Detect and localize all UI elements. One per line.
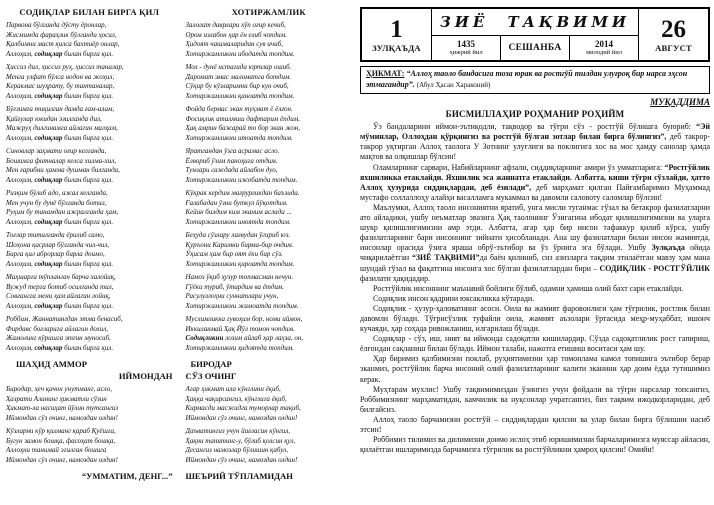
poem-line: Ҳидоят чашмаларидан сув ичиб, <box>185 40 283 48</box>
poem-line: Яратгандан ўзга асрамас асло. <box>185 147 280 155</box>
poem-line: Ҳақ амрин бажарай то бор экан жон, <box>185 124 301 132</box>
hijri-month-name: ЗУЛҚАЪДА <box>372 42 421 53</box>
poem-line: Аллоҳим, содиқлар билан бирга қил. <box>6 175 114 184</box>
paragraph: Ўз бандаларини иймон-эътиқодли, тақводор ва тўғри сўз - ростгўй бўлишга буюриб: “Эй мўминлар, Оллоҳдан қўрқингиз ва ростгўй бўлган зотлар билан бирга бўлингиз”, деб такрор-такрор уқтирган Аллоҳ таолога У Зотнинг улуғлиги ва поклигига хос ва мос ҳамду санолар ҳамда мақтов ва олқишлар бўлсин! <box>360 122 710 162</box>
poem-stanza <box>186 63 353 101</box>
paragraph: Оламларнинг сарвари, Набийларнинг афзали, сиддиқларнинг амири ўз умматларига: “Ростгўйлик яхшиликка етаклайди. Яхшилик эса жаннатга етаклайди. Албатта, киши тўғри сўзлайди, ҳатто Аллоҳ ҳузурида сиддиқлардан, деб ёзилади”, деб марҳамат қилган Пайғамбаримиз Муҳаммад мустафо соллаллоҳу алайҳи васалламга мукаммал ва давомли саловоту саломлар бўлсин! <box>360 162 710 202</box>
calendar-center-cell <box>431 9 639 60</box>
poem-line: Вужуд терга ботиб осилганда тил, <box>6 282 114 291</box>
poem-line: Хотиржамликни ижобатда топдим. <box>185 175 298 184</box>
poem-line: Ғалабадан ўзни буткул йўқотдим. <box>185 198 288 207</box>
poem-line: Синовлар заҳмати оғир келганда, <box>6 147 107 155</box>
poem-title-part-2: СЎЗ ОЧИНГ <box>185 370 237 381</box>
poem-line: Аллоҳим, содиқлар билан бирга қил. <box>6 259 114 268</box>
poem-line: Аллоҳим, содиқлар билан бирга қил. <box>6 343 114 352</box>
poem-stanza <box>186 315 353 353</box>
poem-line: Шоҳона қасрлар бўлганда чил-чил, <box>6 240 110 249</box>
poem-line: Мол - дунё истагида юртлар ошиб. <box>185 63 292 71</box>
poem-line: Хотиржамликни қаноатда топдим. <box>185 91 295 100</box>
paragraph: Содиқлик - ҳузур-ҳаловатнинг асоси. Оила ва жамият фаровонлиги ҳам тўғрилик, ростлик билан давомли бўлади. Тўғрисўзлик туфайли оила, жамият аъзолари ўртасида меҳр-муҳаббат, ишонч кучаяди, ҳар соҳада ривожланиш, илгарилаш бўлади. <box>360 303 710 334</box>
poem-xotirjamlik-body <box>186 21 353 353</box>
poem-stanza <box>6 189 173 227</box>
poem-stanza <box>6 231 173 269</box>
poem-line: Бўғзимга тиқилган дамда ғам-алам, <box>6 105 115 113</box>
paragraph: Содиқлар - сўз, иш, ният ва иймонда садоқатли кишилардир. Сўзда садоқатлилик рост гапириш, ёлғондан сақланиш билан бўлади. Иймон талаби, нажотга етишиш воситаси ҳам шу. <box>360 334 710 354</box>
poem-stanza <box>186 105 353 143</box>
poem-stanza <box>186 189 353 227</box>
poem-line: Кўкрак кердим мағрурликдан баъзида. <box>185 189 300 197</box>
poem-line: Ҳаққа чақирсангиз, кўнглига ёқиб, <box>185 394 287 403</box>
poem-line: Ҳиссиз дил, ҳиссиз руҳ, ҳиссиз таналар, <box>6 63 124 71</box>
hikmat-attribution: (Абул Ҳасан Хараконий) <box>416 80 491 89</box>
paragraph: Ростгўйлик инсоннинг маънавий бойлиги бўлиб, одамни ҳамиша олий бахт сари етаклайди. <box>373 283 684 293</box>
poem-title-part-1: ИЙМОНДАН <box>118 370 173 381</box>
poem-line: Фосиқлик аталмиш дафтарим ёпдим. <box>185 114 300 123</box>
poem-line: Мен учун бу дунё бўлганда ботил, <box>6 198 107 207</box>
poem-line: Беҳуда сўзлару лағвудан ўгириб юз. <box>185 231 291 239</box>
poem-line: Тоғлар титилганда ёрилиб само, <box>6 231 105 239</box>
hijri-year: 1435 <box>457 38 475 49</box>
poem-title-sodiqlar: СОДИҚЛАР БИЛАН БИРГА ҚИЛ <box>19 7 160 17</box>
poem-line: Аллоҳим, содиқлар билан бирга қил. <box>6 301 114 310</box>
paragraph: Муҳтарам мухлис! Ушбу тақвимимиздан ўзингиз учун фойдали ва тўғри нарсалар топсангиз, Роббимизнинг марҳаматидан, камчилик ва нуқсонлар учратсангиз, биз тақвим ижодкорларидан, деб билгайсиз. <box>360 384 710 414</box>
poem-line: Бирга қил аброрлар бирла доимо, <box>6 250 105 258</box>
poem-line: Фойда бермас экан туҳмат ё ёлғон. <box>185 105 293 113</box>
poem-line: Қалбимни маст қилса бахтиёр онлар, <box>6 40 120 48</box>
poem-line: Иймондан сўз очинг, намоздан олдин! <box>185 413 298 422</box>
poem-line: Ҳазрати Алининг ҳикматли сўзин <box>6 394 107 403</box>
poem-line: Аллоҳим, содиқлар билан бирга қил. <box>6 133 114 142</box>
poem-stanza <box>6 427 173 465</box>
poem-line: Иймондан сўз очинг, намоздан олдин! <box>6 413 118 422</box>
hijri-year-label: ҳижрий йил <box>449 49 483 56</box>
poem-line: Содиқликни лозим айлаб ҳар лаҳза, он, <box>185 334 304 342</box>
gregorian-month-name: АВГУСТ <box>655 42 692 53</box>
paragraph: Роббимиз тилимиз ва дилимизни доимо ислоҳ этиб юришимизни барчаларимизга муяссар айласин, қилаётган ишларимизда барчамизга тўғрилик ва ростгўйликни ҳамроҳ қилсин! Омийн! <box>360 435 710 455</box>
poem-line: Ором излабон ҳар ён елиб чопдим. <box>185 30 287 39</box>
poem-line: Даромат эмас маломатга ботдим. <box>185 72 292 81</box>
poem-collection-part-1: “УММАТИМ, ДЕНГ...” <box>81 471 173 481</box>
poem-line: Расулуллоҳни суннатлари учун, <box>185 292 279 300</box>
poem-title-xotirjamlik: ХОТИРЖАМЛИК <box>231 7 306 17</box>
poem-title-line <box>6 371 352 383</box>
poem-line: Руҳим бу танамдан ажралганда ҳам, <box>6 208 119 216</box>
poem-line: Десангиз намозлар бўлишин қабул, <box>185 446 288 454</box>
poem-stanza <box>186 273 353 311</box>
calendar-main <box>360 7 710 505</box>
poem-stanza <box>186 427 353 465</box>
poem-line: Намоз ўқиб ҳузур топмасман нечун. <box>185 273 294 281</box>
poem-line: Қайғулар юкидан эзилганда дил, <box>6 114 102 123</box>
poem-stanza <box>6 385 173 423</box>
poems-row-bottom <box>6 385 352 469</box>
calendar-year-row <box>432 35 638 60</box>
poems-row-top <box>6 7 352 357</box>
poem-line: Совғангга мени ҳам айлагин лойиқ, <box>6 292 111 300</box>
mukaddima-heading: МУҚАДДИМА <box>650 97 710 108</box>
paragraph: Маълумки, Аллоҳ таоло инсониятни яратиб, унга мисли туганмас гўзал ва бетакрор фазилатларни ато айладики, ушбу неъматлар эвазига Ҳақ таолонинг Ўзигагина ибодат қилишлигимизни ва уларга шукр қилишлигимизни амр этди. Албатта, агар ҳар бир инсон тафаккур қилиб кўрса, ушбу фазилатларнинг бари инсоннинг зийнати ҳисобланади. Ана шу фазилатлари билан инсон жамиятда, инсонлар орасида ўзига яраша обрў-эътибор ва ўз ўрнига эга бўлади. Ушбу Зулқаъда ойида чиқарилаётган “ЗИЁ ТАҚВИМИ”да баён қилиниб, сиз азизларга тақдим этилаётган мавзу ҳам мана шундай гўзал ва фақатгина инсонга хос бўлган фазилатлардан бири – СОДИҚЛИК - РОСТГЎЙЛИК фазилати ҳақидадир. <box>360 202 710 283</box>
poem-line: Иймондан сўз очинг, намоздан олдин! <box>185 455 298 464</box>
poem-line: Хотиржамликни ибодатда топдим. <box>185 49 295 58</box>
hijri-day-cell <box>362 9 431 60</box>
weekday-cell <box>500 36 569 60</box>
poem-line: Агар ҳикмат ила кўнглини ёқиб, <box>185 385 281 393</box>
poem-line: Бугун замон бошқа, фасоҳат бошқа, <box>6 436 116 445</box>
gregorian-year-cell <box>569 36 638 60</box>
poem-stanza <box>6 315 173 353</box>
poem-line: Гўёки туриб, ўтирдим ва ётдим. <box>185 282 285 291</box>
poem-line: Иймондан сўз очинг, намоздан олдин! <box>6 455 118 464</box>
poem-line: Мен ғарибни ҳамма душман билганда, <box>6 166 120 174</box>
poem-line: Ризқим бўлиб адо, ажал келганда, <box>6 189 108 197</box>
poem-line: Аллоҳим, содиқлар билан бирга қил. <box>6 91 114 100</box>
poem-line: Сўқир бу кўзларимни бир кун очиб, <box>185 82 289 90</box>
poem-stanza <box>6 63 173 101</box>
paragraph: Ҳар биримиз қалбимизни поклаб, руҳиятимизни ҳар томонлама камол топишига эътибор берар эканмиз, ростгўйлик барча инсоний олий фазилатларнинг калити эканини ҳар доим ёдда тутишимиз керак. <box>360 354 710 384</box>
poem-line: Жисмимда фараҳлик бўлганда ҳосил, <box>6 30 117 39</box>
gregorian-year-label: милодий йил <box>586 49 622 56</box>
poem-line: Ўқисам ҳам бир оят ёки бир сўз. <box>185 250 283 258</box>
poem-line: Маҳшарга тўплангач барча халойиқ, <box>6 273 116 281</box>
poem-stanza <box>6 105 173 143</box>
poem-line: Аллоҳни танимай эгилган бошига <box>6 446 107 454</box>
poem-stanza <box>186 385 353 423</box>
calendar-header-table <box>360 7 710 62</box>
poem-collection-line <box>6 471 352 483</box>
poem-line: Кейин билдим ким эканим аслида ... <box>185 208 292 216</box>
hikmat-label: ҲИКМАТ: <box>366 69 405 78</box>
poem-collection-part-2: ШЕЪРИЙ ТЎПЛАМИДАН <box>185 471 293 481</box>
poem-line: Роббим, Жаннатингдан этма бенасиб, <box>6 315 123 323</box>
poem-stanza <box>186 147 353 185</box>
poem-line: Хотиржамликни итоатда топдим. <box>185 133 293 142</box>
paragraph: Содиқлик инсон қадрини юксакликка кўтаради. <box>373 293 535 303</box>
poem-stanza <box>6 273 173 311</box>
poem-author-line <box>6 359 352 371</box>
poem-line: Мажруҳ дилгинамга айлагин малҳам, <box>6 124 118 132</box>
poem-line: Ёлвориб ўзим паноҳига отдим. <box>185 156 278 165</box>
poem-line: Ҳикмат-ла насиҳат йўлин тутсангиз <box>6 404 119 412</box>
poem-line: Фирдавс боғларига айлагин дохил, <box>6 324 109 333</box>
mukaddima-text <box>360 122 710 455</box>
gregorian-day-cell <box>639 9 708 60</box>
poem-line: Тунлари саждада айлабон дуо, <box>185 166 278 174</box>
poem-stanza <box>186 231 353 269</box>
poem-line: Кўзларни кўр қилманг қараб Қуёшга, <box>6 427 116 435</box>
poem-line: Ҳақни танитинг-у, бўлиб қолсин қул, <box>185 436 296 445</box>
poem-line: Муслимликка гувоҳим бор, номи иймон, <box>185 315 303 323</box>
poem-column-1 <box>6 7 173 357</box>
poem-line: Хотиржамликни жамоатда топдим. <box>185 301 299 310</box>
poem-line: Биродар, ҳеч қачон унутманг, асло, <box>6 385 112 393</box>
poem-stanza <box>186 21 353 59</box>
poem-line: Залолат даврлари хўп оғир кечиб, <box>185 21 286 29</box>
poem-line: Жамолинг кўришга этгин муносиб, <box>6 334 111 342</box>
poem-line: Иккиланмай Ҳақ Йўл томон чопдим. <box>185 324 295 333</box>
poem-line: Қуръони Каримни бирма-бир очдим. <box>185 240 294 249</box>
calendar-title: ЗИЁ ТАҚВИМИ <box>439 13 631 31</box>
poem-author-part-2: БИРОДАР <box>190 359 232 369</box>
poem-line: Хотиржамликни қироатда топдим. <box>185 259 295 268</box>
weekday-name: СЕШАНБА <box>508 43 562 53</box>
hijri-year-cell <box>432 36 500 60</box>
poem-line: Менга улфат бўлса нодон ва жоҳил, <box>6 72 115 81</box>
poem-line: Хотиржамликни ҳидоятда топдим. <box>185 343 294 352</box>
poem-line: Кирмасди масжидга туморлар тақиб, <box>185 404 301 412</box>
poem-line: Парвона бўлганда дўсту ёронлар, <box>6 21 107 29</box>
poem-stanza <box>6 21 173 59</box>
poem-line: Аллоҳим, содиқлар билан бирга қил. <box>6 217 114 226</box>
hijri-day-number: 1 <box>390 15 403 43</box>
poem-heading-iymondan <box>6 359 352 382</box>
poem-iymondan-right <box>186 385 353 469</box>
poem-author-part-1: ШАҲИД АММОР <box>16 359 87 369</box>
poem-sodiqlar-body <box>6 21 173 353</box>
paragraph: Аллоҳ таоло барчамизни ростгўй – сиддиқлардан қилсин ва улар билан бирга бўлишни насиб этсин! <box>360 414 710 434</box>
poems-section <box>6 7 352 505</box>
poem-line: Керакмас шуҳрату, бу тантаналар, <box>6 82 115 90</box>
poem-line: Бошимга фитналар келса хилма-хил, <box>6 156 116 165</box>
poem-line: Даъватингиз учун йиғласин кўнгил, <box>185 427 291 435</box>
poem-iymondan-left <box>6 385 173 469</box>
hikmat-box <box>360 66 710 94</box>
bismillah-heading: БИСМИЛЛАҲИР РОҲМАНИР РОҲИЙМ <box>445 109 625 120</box>
poem-line: Аллоҳим, содиқлар билан бирга қил. <box>6 49 114 58</box>
poem-stanza <box>6 147 173 185</box>
poem-line: Хотиржамликни иноятда топдим. <box>185 217 291 226</box>
hikmat-quote: “Аллоҳ таоло бандасига тоза юрак ва ростгўй тилдан улуғроқ бир нарса эҳсон этмагандир”. <box>366 69 688 89</box>
gregorian-day-number: 26 <box>661 15 686 43</box>
gregorian-year: 2014 <box>595 38 613 49</box>
poem-column-2 <box>186 7 353 357</box>
